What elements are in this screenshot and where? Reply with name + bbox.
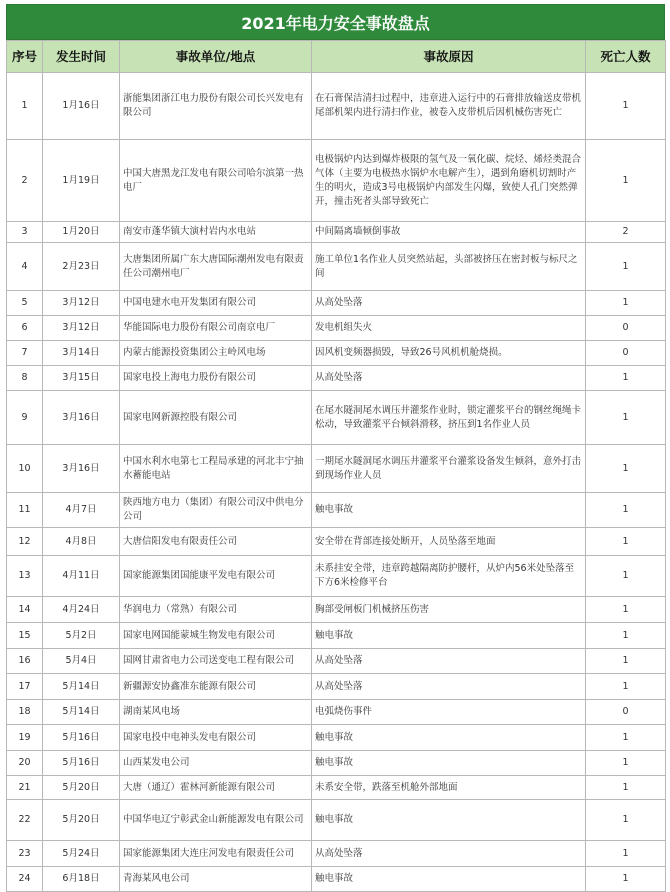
row-cause: 电弧烧伤事件 xyxy=(312,700,586,725)
row-unit: 国网甘肃省电力公司送变电工程有限公司 xyxy=(120,649,312,674)
row-number: 10 xyxy=(7,445,43,493)
row-date: 3月12日 xyxy=(43,316,120,341)
row-deaths: 1 xyxy=(586,841,666,867)
row-unit: 国家能源集团国能康平发电有限公司 xyxy=(120,556,312,597)
row-date: 5月16日 xyxy=(43,725,120,751)
row-unit: 大唐集团所属广东大唐国际潮州发电有限责任公司潮州电厂 xyxy=(120,243,312,291)
table-row xyxy=(7,597,666,623)
table-row xyxy=(7,391,666,445)
header-date: 发生时间 xyxy=(43,41,120,73)
row-date: 6月18日 xyxy=(43,867,120,892)
row-deaths: 0 xyxy=(586,316,666,341)
row-deaths: 1 xyxy=(586,674,666,700)
row-date: 4月24日 xyxy=(43,597,120,623)
row-date: 2月23日 xyxy=(43,243,120,291)
row-deaths: 1 xyxy=(586,556,666,597)
row-number: 2 xyxy=(7,140,43,222)
row-number: 7 xyxy=(7,341,43,366)
table-row xyxy=(7,222,666,243)
table-row xyxy=(7,366,666,391)
row-date: 5月14日 xyxy=(43,674,120,700)
row-cause: 在尾水隧洞尾水调压井灌浆作业时，锁定灌浆平台的钢丝绳绳卡松动，导致灌浆平台倾斜滑移，挤压到1名作业人员 xyxy=(312,391,586,445)
row-number: 19 xyxy=(7,725,43,751)
table-row xyxy=(7,649,666,674)
table-row xyxy=(7,528,666,556)
row-cause: 从高处坠落 xyxy=(312,674,586,700)
row-cause: 从高处坠落 xyxy=(312,366,586,391)
row-number: 18 xyxy=(7,700,43,725)
row-unit: 中国水利水电第七工程局承建的河北丰宁抽水蓄能电站 xyxy=(120,445,312,493)
table-row xyxy=(7,841,666,867)
row-date: 3月12日 xyxy=(43,291,120,316)
row-date: 3月15日 xyxy=(43,366,120,391)
row-cause: 一期尾水隧洞尾水调压井灌浆平台灌浆设备发生倾斜，意外打击到现场作业人员 xyxy=(312,445,586,493)
row-unit: 国家电网国能蒙城生物发电有限公司 xyxy=(120,623,312,649)
row-cause: 触电事故 xyxy=(312,623,586,649)
row-number: 1 xyxy=(7,73,43,140)
table-row xyxy=(7,341,666,366)
row-unit: 国家能源集团大连庄河发电有限责任公司 xyxy=(120,841,312,867)
row-cause: 胸部受闸板门机械挤压伤害 xyxy=(312,597,586,623)
row-number: 17 xyxy=(7,674,43,700)
row-cause: 触电事故 xyxy=(312,493,586,528)
row-unit: 浙能集团浙江电力股份有限公司长兴发电有限公司 xyxy=(120,73,312,140)
table-row xyxy=(7,140,666,222)
row-cause: 从高处坠落 xyxy=(312,841,586,867)
row-number: 15 xyxy=(7,623,43,649)
row-date: 4月7日 xyxy=(43,493,120,528)
table-row xyxy=(7,776,666,800)
row-deaths: 1 xyxy=(586,391,666,445)
row-deaths: 1 xyxy=(586,73,666,140)
row-deaths: 1 xyxy=(586,800,666,841)
row-deaths: 0 xyxy=(586,700,666,725)
row-number: 22 xyxy=(7,800,43,841)
row-unit: 大唐（通辽）霍林河新能源有限公司 xyxy=(120,776,312,800)
row-cause: 从高处坠落 xyxy=(312,649,586,674)
row-cause: 在石膏保洁清扫过程中，违章进入运行中的石膏排放输送皮带机尾部机架内进行清扫作业，被卷入皮带机后因机械伤害死亡 xyxy=(312,73,586,140)
row-deaths: 1 xyxy=(586,140,666,222)
row-cause: 因风机变频器损毁，导致26号风机机舱烧损。 xyxy=(312,341,586,366)
row-date: 5月4日 xyxy=(43,649,120,674)
table-row xyxy=(7,556,666,597)
row-unit: 新疆源安协鑫准东能源有限公司 xyxy=(120,674,312,700)
row-deaths: 2 xyxy=(586,222,666,243)
header-no: 序号 xyxy=(7,41,43,73)
table-row xyxy=(7,725,666,751)
row-deaths: 1 xyxy=(586,243,666,291)
row-unit: 南安市蓬华镇大演村岩内水电站 xyxy=(120,222,312,243)
row-number: 23 xyxy=(7,841,43,867)
row-cause: 从高处坠落 xyxy=(312,291,586,316)
table-row xyxy=(7,751,666,776)
row-deaths: 1 xyxy=(586,623,666,649)
row-unit: 青海某风电公司 xyxy=(120,867,312,892)
row-deaths: 1 xyxy=(586,725,666,751)
row-cause: 触电事故 xyxy=(312,800,586,841)
row-number: 4 xyxy=(7,243,43,291)
row-number: 8 xyxy=(7,366,43,391)
row-deaths: 1 xyxy=(586,445,666,493)
row-unit: 中国电建水电开发集团有限公司 xyxy=(120,291,312,316)
row-cause: 中间隔离墙倾倒事故 xyxy=(312,222,586,243)
table-row xyxy=(7,800,666,841)
row-number: 21 xyxy=(7,776,43,800)
row-date: 1月19日 xyxy=(43,140,120,222)
row-date: 5月20日 xyxy=(43,800,120,841)
row-number: 16 xyxy=(7,649,43,674)
row-deaths: 1 xyxy=(586,528,666,556)
row-number: 6 xyxy=(7,316,43,341)
row-deaths: 1 xyxy=(586,649,666,674)
header-cause: 事故原因 xyxy=(312,41,586,73)
row-deaths: 1 xyxy=(586,751,666,776)
row-date: 5月14日 xyxy=(43,700,120,725)
row-number: 3 xyxy=(7,222,43,243)
table-row xyxy=(7,867,666,892)
row-deaths: 1 xyxy=(586,291,666,316)
row-deaths: 1 xyxy=(586,493,666,528)
row-unit: 山西某发电公司 xyxy=(120,751,312,776)
row-number: 11 xyxy=(7,493,43,528)
row-number: 5 xyxy=(7,291,43,316)
accident-table xyxy=(6,40,666,892)
row-unit: 国家电投上海电力股份有限公司 xyxy=(120,366,312,391)
row-unit: 内蒙古能源投资集团公主岭风电场 xyxy=(120,341,312,366)
table-row xyxy=(7,623,666,649)
row-date: 5月24日 xyxy=(43,841,120,867)
table-row xyxy=(7,291,666,316)
table-row xyxy=(7,674,666,700)
row-cause: 触电事故 xyxy=(312,751,586,776)
row-cause: 触电事故 xyxy=(312,867,586,892)
row-number: 24 xyxy=(7,867,43,892)
row-deaths: 0 xyxy=(586,341,666,366)
row-deaths: 1 xyxy=(586,366,666,391)
table-title: 2021年电力安全事故盘点 xyxy=(6,4,665,40)
row-date: 3月16日 xyxy=(43,391,120,445)
row-number: 9 xyxy=(7,391,43,445)
row-number: 12 xyxy=(7,528,43,556)
row-unit: 中国华电辽宁彰武金山新能源发电有限公司 xyxy=(120,800,312,841)
row-unit: 华能国际电力股份有限公司南京电厂 xyxy=(120,316,312,341)
row-cause: 未系挂安全带，违章跨越隔离防护腰杆，从炉内56米处坠落至下方6米检修平台 xyxy=(312,556,586,597)
table-row xyxy=(7,493,666,528)
row-date: 3月14日 xyxy=(43,341,120,366)
row-date: 3月16日 xyxy=(43,445,120,493)
row-deaths: 1 xyxy=(586,867,666,892)
table-row xyxy=(7,316,666,341)
row-date: 5月20日 xyxy=(43,776,120,800)
row-deaths: 1 xyxy=(586,597,666,623)
row-number: 20 xyxy=(7,751,43,776)
table-row xyxy=(7,73,666,140)
row-date: 4月11日 xyxy=(43,556,120,597)
table-row xyxy=(7,700,666,725)
row-cause: 安全带在背部连接处断开，人员坠落至地面 xyxy=(312,528,586,556)
row-date: 4月8日 xyxy=(43,528,120,556)
row-date: 1月20日 xyxy=(43,222,120,243)
row-unit: 国家电投中电神头发电有限公司 xyxy=(120,725,312,751)
row-cause: 施工单位1名作业人员突然站起，头部被挤压在密封板与标尺之间 xyxy=(312,243,586,291)
row-cause: 发电机组失火 xyxy=(312,316,586,341)
table-row xyxy=(7,445,666,493)
header-deaths: 死亡人数 xyxy=(586,41,666,73)
table-row xyxy=(7,243,666,291)
row-cause: 电极锅炉内达到爆炸极限的氢气及一氧化碳、烷烃、烯烃类混合气体（主要为电极热水锅炉水电解产生），遇到角磨机切割时产生的明火，造成3号电极锅炉内部发生闪爆，致使人孔门突然弹开，撞击死者头部导致死亡 xyxy=(312,140,586,222)
row-cause: 未系安全带，跌落至机舱外部地面 xyxy=(312,776,586,800)
row-unit: 陕西地方电力（集团）有限公司汉中供电分公司 xyxy=(120,493,312,528)
row-unit: 大唐信阳发电有限责任公司 xyxy=(120,528,312,556)
header-unit: 事故单位/地点 xyxy=(120,41,312,73)
row-cause: 触电事故 xyxy=(312,725,586,751)
row-date: 5月2日 xyxy=(43,623,120,649)
row-date: 1月16日 xyxy=(43,73,120,140)
accident-table-container xyxy=(6,4,665,892)
row-number: 13 xyxy=(7,556,43,597)
row-unit: 中国大唐黑龙江发电有限公司哈尔滨第一热电厂 xyxy=(120,140,312,222)
row-unit: 华润电力（常熟）有限公司 xyxy=(120,597,312,623)
row-date: 5月16日 xyxy=(43,751,120,776)
row-deaths: 1 xyxy=(586,776,666,800)
header-row xyxy=(7,41,666,73)
row-unit: 国家电网新源控股有限公司 xyxy=(120,391,312,445)
row-number: 14 xyxy=(7,597,43,623)
row-unit: 湖南某风电场 xyxy=(120,700,312,725)
